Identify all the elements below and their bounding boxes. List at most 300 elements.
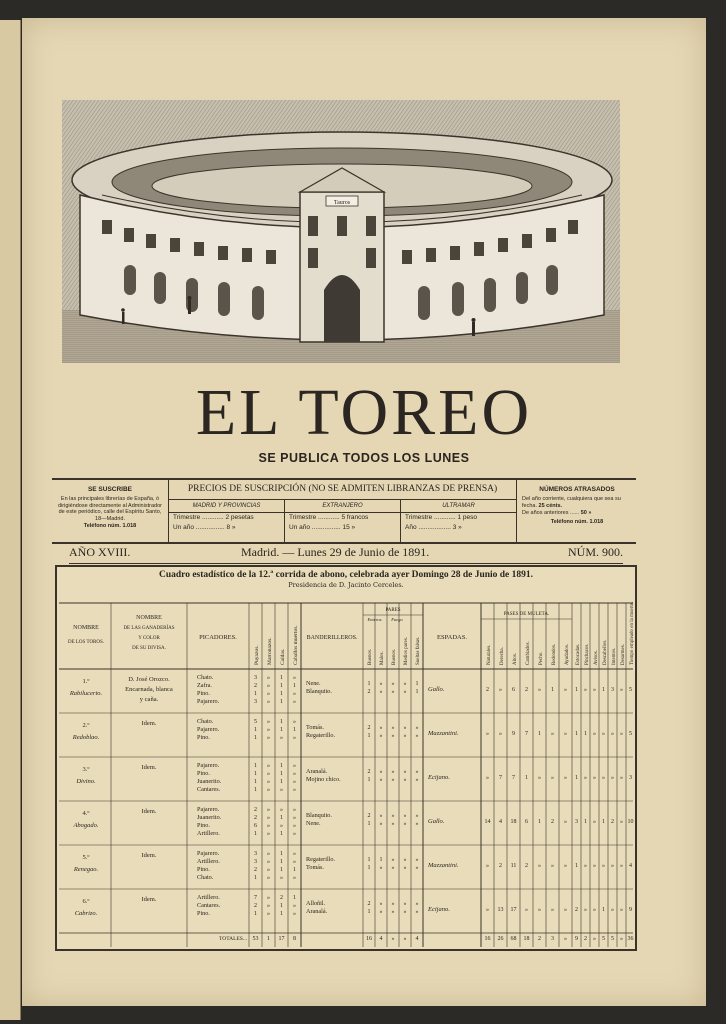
pares-value: »: [379, 901, 383, 907]
header-result-col: Tiempo empleado en la muerte.: [630, 601, 635, 665]
varas-value: 1: [280, 851, 283, 857]
varas-value: 1: [254, 911, 257, 917]
varas-value: »: [293, 911, 296, 917]
result-value: »: [602, 731, 605, 737]
adjacent-page-edge: [0, 20, 21, 1020]
picador-name: Pino.: [197, 866, 210, 873]
totals-results: »: [620, 936, 623, 942]
muleta-value: »: [486, 775, 489, 781]
picador-name: Pino.: [197, 734, 210, 741]
pares-value: »: [415, 865, 419, 871]
muleta-value: 1: [551, 687, 554, 693]
varas-value: 3: [254, 859, 257, 865]
pares-value: 1: [415, 689, 419, 695]
varas-value: »: [267, 683, 270, 689]
muleta-value: 2: [525, 687, 528, 693]
header-varas-col: Marronazos.: [267, 637, 273, 665]
varas-value: »: [293, 779, 296, 785]
result-value: 5: [629, 731, 632, 737]
pares-value: »: [391, 813, 395, 819]
varas-value: »: [267, 911, 270, 917]
muleta-value: »: [486, 731, 489, 737]
varas-value: »: [267, 771, 270, 777]
totals-muleta: 2: [538, 936, 541, 942]
header-pares-col: Sueltas falsas.: [416, 636, 421, 665]
varas-value: 3: [254, 699, 257, 705]
totals-muleta: 16: [484, 936, 491, 942]
varas-value: 2: [254, 815, 257, 821]
totals-muleta: »: [564, 936, 567, 942]
picador-name: Pino.: [197, 770, 210, 777]
banderillero-name: Aranalá.: [306, 768, 328, 775]
pares-value: »: [403, 681, 407, 687]
picador-name: Pino.: [197, 822, 210, 829]
varas-value: 1: [280, 683, 283, 689]
varas-value: »: [267, 859, 270, 865]
result-value: 1: [602, 687, 605, 693]
varas-value: 1: [293, 727, 296, 733]
varas-value: 1: [280, 903, 283, 909]
result-value: 1: [602, 907, 605, 913]
picador-name: Juanerito.: [197, 778, 222, 785]
varas-value: »: [293, 675, 296, 681]
result-value: 3: [611, 687, 614, 693]
region-name: ULTRAMAR: [401, 503, 516, 513]
varas-value: »: [293, 903, 296, 909]
header-muleta-col: Pecho.: [539, 651, 544, 665]
region-name: MADRID Y PROVINCIAS: [169, 503, 284, 513]
pares-value: 1: [367, 865, 371, 871]
varas-value: »: [267, 875, 270, 881]
bull-name: Abogado.: [73, 822, 99, 829]
banderillero-name: Tomás.: [306, 864, 324, 871]
result-value: »: [620, 819, 623, 825]
bullring-illustration: [62, 100, 620, 363]
statistics-grid: [57, 567, 635, 949]
header-muleta-col: Derecha.: [500, 647, 505, 665]
varas-value: 3: [254, 675, 257, 681]
bull-name: Redoblao.: [72, 734, 100, 741]
ganaderia-text: Idem.: [141, 808, 157, 815]
subscription-box: [52, 478, 636, 544]
espada-name: Mazzantini.: [428, 730, 459, 737]
header-espadas: ESPADAS.: [437, 634, 467, 641]
ganaderia-text: y caña.: [139, 696, 159, 703]
pares-value: »: [415, 813, 419, 819]
totals-results: 5: [611, 936, 614, 942]
result-value: 1: [575, 687, 578, 693]
header-muleta-col: Redondos.: [552, 643, 557, 665]
picador-name: Chato.: [197, 718, 214, 725]
muleta-value: »: [499, 687, 502, 693]
muleta-value: 6: [525, 819, 528, 825]
muleta-value: 2: [499, 863, 502, 869]
bull-number: 3.º: [82, 766, 90, 773]
header-pares-col: Malos.: [380, 651, 385, 665]
result-value: »: [593, 907, 596, 913]
header-ganaderias: Y COLOR: [138, 636, 160, 641]
varas-value: 3: [254, 851, 257, 857]
header-varas-col: Puyazos.: [254, 645, 260, 665]
totals-varas: 53: [252, 936, 259, 942]
result-value: 1: [602, 819, 605, 825]
pares-value: »: [391, 777, 395, 783]
back-issues-row: De años anteriores ...... 50 »: [522, 510, 592, 516]
muleta-value: 13: [497, 907, 504, 913]
muleta-value: »: [564, 775, 567, 781]
muleta-value: 7: [525, 731, 528, 737]
picador-name: Cantares.: [197, 902, 221, 909]
varas-value: 1: [280, 867, 283, 873]
muleta-value: »: [564, 731, 567, 737]
varas-value: »: [267, 831, 270, 837]
totals-muleta: 3: [551, 936, 554, 942]
varas-value: 1: [280, 727, 283, 733]
pares-value: »: [391, 681, 395, 687]
totals-results: 9: [575, 936, 578, 942]
pares-value: »: [415, 725, 419, 731]
muleta-value: 9: [512, 731, 515, 737]
result-value: »: [584, 687, 587, 693]
pares-value: »: [391, 725, 395, 731]
muleta-value: »: [538, 907, 541, 913]
pares-value: »: [379, 769, 383, 775]
muleta-value: 2: [486, 687, 489, 693]
muleta-value: 2: [551, 819, 554, 825]
table-presidency: Presidencia de D. Jacinto Cerceles.: [288, 581, 404, 589]
varas-value: 1: [280, 831, 283, 837]
back-issues-phone: Teléfono núm. 1.018: [550, 519, 604, 525]
header-nombre: NOMBRE: [73, 625, 99, 631]
pares-value: »: [391, 689, 395, 695]
muleta-value: »: [525, 907, 528, 913]
varas-value: »: [267, 779, 270, 785]
pares-value: 1: [367, 681, 371, 687]
header-varas-col: Caballos muertos.: [293, 625, 299, 665]
varas-value: »: [267, 787, 270, 793]
totals-muleta: 18: [523, 936, 530, 942]
varas-value: »: [280, 787, 283, 793]
result-value: »: [611, 775, 614, 781]
varas-value: 6: [254, 823, 257, 829]
result-value: »: [620, 907, 623, 913]
totals-results: 5: [602, 936, 605, 942]
picador-name: Artillero.: [197, 830, 220, 837]
varas-value: »: [293, 787, 296, 793]
picador-name: Chato.: [197, 674, 214, 681]
espada-name: Gallo.: [428, 686, 445, 693]
picador-name: Juanerito.: [197, 814, 222, 821]
muleta-value: 18: [510, 819, 517, 825]
picador-name: Chato.: [197, 874, 214, 881]
totals-pares: 4: [379, 936, 383, 942]
picador-name: Pajarero.: [197, 726, 220, 733]
varas-value: »: [293, 699, 296, 705]
result-value: 4: [629, 863, 632, 869]
result-value: 9: [629, 907, 632, 913]
bull-name: Rabilucerto.: [69, 690, 103, 697]
where-title: SE SUSCRIBE: [87, 486, 133, 493]
muleta-value: »: [538, 775, 541, 781]
varas-value: 2: [254, 867, 257, 873]
subscription-where: [52, 480, 169, 542]
picador-name: Pajarero.: [197, 850, 220, 857]
pares-value: »: [403, 813, 407, 819]
pares-value: »: [391, 769, 395, 775]
muleta-value: 1: [538, 731, 541, 737]
muleta-value: »: [538, 687, 541, 693]
varas-value: 1: [280, 771, 283, 777]
pares-value: »: [403, 857, 407, 863]
prices-regions: [169, 499, 516, 542]
totals-varas: 17: [278, 936, 285, 942]
price-row: Un año ................ 8 »: [173, 524, 236, 531]
pares-value: 2: [367, 689, 371, 695]
header-nombre-sub: DE LOS TOROS.: [67, 640, 105, 645]
picador-name: Artillero.: [197, 894, 220, 901]
pares-value: »: [391, 909, 395, 915]
bull-number: 2.º: [82, 722, 90, 729]
banderillero-name: Nene.: [306, 680, 321, 687]
totals-pares: »: [403, 936, 407, 942]
where-phone: Teléfono núm. 1.018: [83, 523, 137, 529]
bull-name: Divino.: [76, 778, 96, 785]
varas-value: »: [267, 727, 270, 733]
pares-value: 1: [367, 857, 371, 863]
pares-value: »: [403, 769, 407, 775]
ganaderia-text: Encarnada, blanca: [125, 686, 173, 693]
header-muleta: PASES DE MULETA.: [503, 612, 550, 617]
muleta-value: »: [551, 907, 554, 913]
back-issues: [518, 480, 636, 542]
subscription-prices: [169, 480, 517, 542]
bull-name: Cabrizo.: [74, 910, 98, 917]
muleta-value: »: [486, 863, 489, 869]
result-value: »: [611, 731, 614, 737]
header-ganaderias: DE SU DIVISA.: [132, 646, 166, 651]
header-pares: PARES: [385, 608, 401, 613]
result-value: »: [602, 863, 605, 869]
muleta-value: 14: [484, 819, 491, 825]
varas-value: 1: [280, 763, 283, 769]
result-value: 2: [611, 819, 614, 825]
result-value: 1: [575, 775, 578, 781]
pares-value: »: [403, 689, 407, 695]
varas-value: 1: [254, 763, 257, 769]
varas-value: 1: [254, 691, 257, 697]
price-row: Trimestre ............ 2 pesetas: [173, 514, 254, 521]
pares-value: »: [391, 901, 395, 907]
where-text: En las principales librerías de España, ó dirigiéndose directamente al Administrador de este periódico, calle del Espíritu Santo, 18—Madrid.: [58, 496, 162, 522]
totals-muleta: 26: [497, 936, 504, 942]
pares-value: »: [403, 909, 407, 915]
varas-value: »: [267, 895, 270, 901]
picador-name: Pajarero.: [197, 698, 220, 705]
varas-value: »: [293, 735, 296, 741]
varas-value: »: [267, 867, 270, 873]
header-pares-col: Buenos.: [368, 648, 373, 665]
result-value: 1: [584, 819, 587, 825]
muleta-value: »: [564, 863, 567, 869]
region-ultramar: [401, 500, 516, 542]
varas-value: »: [293, 719, 296, 725]
varas-value: »: [280, 823, 283, 829]
varas-value: 1: [280, 815, 283, 821]
bullring-engraving: [62, 100, 620, 363]
result-value: »: [611, 863, 614, 869]
header-varas-col: Caídas.: [280, 648, 286, 665]
newspaper-page: [22, 18, 706, 1006]
result-value: »: [611, 907, 614, 913]
varas-value: »: [280, 807, 283, 813]
totals-results: »: [593, 936, 596, 942]
result-value: 2: [575, 907, 578, 913]
price-row: Un año ................ 15 »: [289, 524, 356, 531]
varas-value: »: [280, 875, 283, 881]
varas-value: »: [293, 815, 296, 821]
pares-value: »: [403, 725, 407, 731]
pares-value: 2: [367, 725, 371, 731]
header-result-col: Pinchazos.: [585, 643, 590, 665]
picador-name: Cantares.: [197, 786, 221, 793]
region-madrid: [169, 500, 285, 542]
varas-value: 1: [280, 911, 283, 917]
price-row: Trimestre ............ 5 francos: [289, 514, 369, 521]
header-muleta-col: Altos.: [513, 652, 518, 665]
result-value: »: [620, 687, 623, 693]
header-pares-col: Medios pares.: [404, 636, 409, 665]
pares-value: »: [379, 681, 383, 687]
totals-varas: 8: [293, 936, 296, 942]
varas-value: »: [267, 735, 270, 741]
pares-value: »: [379, 733, 383, 739]
region-extranjero: [285, 500, 401, 542]
pares-value: »: [379, 813, 383, 819]
varas-value: »: [293, 851, 296, 857]
result-value: »: [584, 907, 587, 913]
pares-value: »: [403, 901, 407, 907]
pares-value: »: [403, 733, 407, 739]
totals-varas: 1: [267, 936, 270, 942]
varas-value: 1: [254, 771, 257, 777]
banderillero-name: Aranalá.: [306, 908, 328, 915]
pares-value: »: [391, 865, 395, 871]
result-value: 1: [575, 731, 578, 737]
varas-value: 1: [254, 735, 257, 741]
varas-value: 2: [280, 895, 283, 901]
result-value: »: [620, 863, 623, 869]
varas-value: 1: [254, 727, 257, 733]
ganaderia-text: D. José Orozco.: [128, 676, 170, 683]
totals-pares: »: [391, 936, 395, 942]
picador-name: Pino.: [197, 910, 210, 917]
result-value: 3: [575, 819, 578, 825]
result-value: 5: [629, 687, 632, 693]
varas-value: »: [267, 719, 270, 725]
issue-number: NÚM. 900.: [567, 545, 623, 559]
varas-value: »: [267, 763, 270, 769]
muleta-value: »: [564, 907, 567, 913]
bull-number: 6.º: [82, 898, 90, 905]
varas-value: »: [293, 763, 296, 769]
result-value: »: [593, 775, 596, 781]
header-muleta-col: Cambiados.: [526, 641, 531, 665]
varas-value: 1: [280, 691, 283, 697]
ganaderia-text: Idem.: [141, 764, 157, 771]
pares-value: 1: [367, 733, 371, 739]
header-result-col: Descabellos.: [603, 639, 608, 665]
muleta-value: 7: [512, 775, 515, 781]
header-muleta-col: Ayudados.: [565, 643, 570, 665]
varas-value: »: [267, 815, 270, 821]
result-value: 1: [584, 731, 587, 737]
pares-value: »: [403, 777, 407, 783]
pares-value: »: [379, 821, 383, 827]
varas-value: »: [267, 699, 270, 705]
banderillero-name: Regaterillo.: [306, 856, 336, 863]
newspaper-title: EL TOREO: [195, 376, 533, 449]
varas-value: »: [293, 875, 296, 881]
result-value: »: [593, 863, 596, 869]
picador-name: Pajarero.: [197, 762, 220, 769]
varas-value: »: [267, 851, 270, 857]
varas-value: 1: [280, 699, 283, 705]
varas-value: »: [267, 903, 270, 909]
header-muleta-col: Naturales.: [487, 644, 492, 665]
varas-value: 1: [254, 831, 257, 837]
pares-value: 1: [367, 909, 371, 915]
header-pares-sub: Fuego: [391, 617, 403, 622]
portal-plaque-text: Tauros: [333, 200, 351, 206]
pares-value: »: [415, 733, 419, 739]
banderillero-name: Alloñil.: [306, 900, 326, 907]
muleta-value: »: [551, 731, 554, 737]
varas-value: 2: [254, 903, 257, 909]
totals-results: 36: [627, 936, 634, 942]
varas-value: »: [293, 771, 296, 777]
result-value: 3: [629, 775, 632, 781]
bull-number: 4.º: [82, 810, 90, 817]
pares-value: »: [403, 865, 407, 871]
back-issues-row: Del año corriente, cualquiera que sea su fecha. 25 cénts.: [522, 496, 621, 509]
pares-value: »: [415, 769, 419, 775]
date-label: Madrid. — Lunes 29 de Junio de 1891.: [241, 545, 430, 559]
varas-value: 1: [254, 875, 257, 881]
pares-value: »: [391, 733, 395, 739]
header-pares-sub: Enteros.: [367, 617, 383, 622]
varas-value: 1: [293, 867, 296, 873]
varas-value: »: [267, 823, 270, 829]
bull-number: 1.º: [82, 678, 90, 685]
varas-value: 1: [280, 675, 283, 681]
varas-value: 1: [254, 787, 257, 793]
picador-name: Pino.: [197, 690, 210, 697]
price-row: Año .................. 3 »: [405, 524, 462, 531]
muleta-value: »: [499, 731, 502, 737]
result-value: »: [602, 775, 605, 781]
header-ganaderias: NOMBRE: [136, 615, 162, 621]
ganaderia-text: Idem.: [141, 720, 157, 727]
muleta-value: »: [564, 687, 567, 693]
varas-value: »: [293, 691, 296, 697]
header-result-col: Intentos.: [612, 647, 617, 665]
espada-name: Ecijano.: [428, 906, 450, 913]
muleta-value: »: [551, 775, 554, 781]
totals-pares: 4: [415, 936, 419, 942]
pares-value: »: [415, 901, 419, 907]
varas-value: 2: [254, 683, 257, 689]
muleta-value: »: [564, 819, 567, 825]
